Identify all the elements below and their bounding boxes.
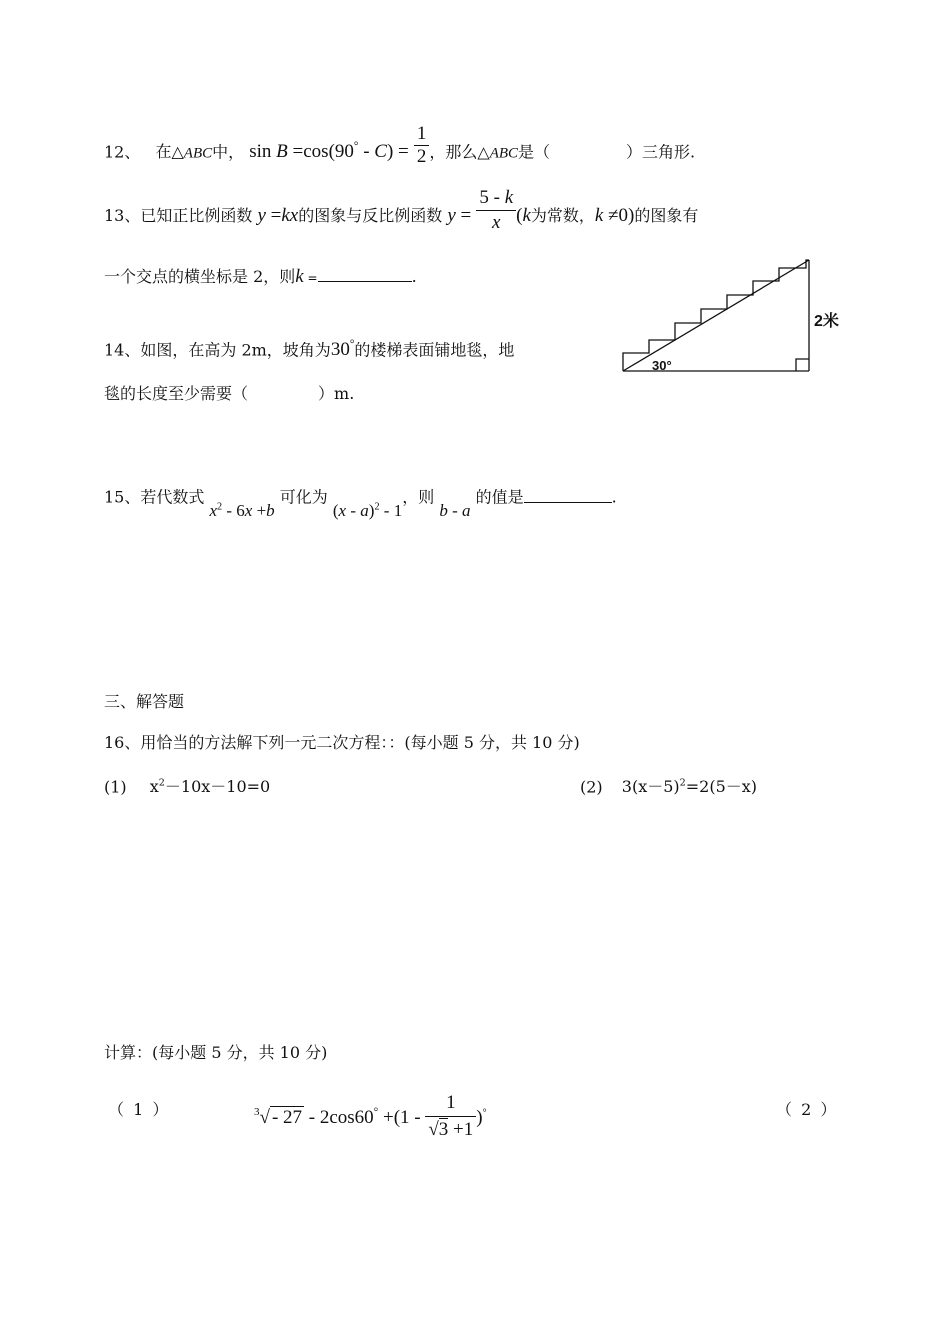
q15-answer-blank bbox=[524, 486, 612, 503]
q16-part-1-label: (1) bbox=[104, 777, 127, 797]
right-angle-mark bbox=[796, 359, 809, 371]
calc-part-2-label: （ 2 ） bbox=[776, 1100, 839, 1119]
q15-text-then: ，则 bbox=[402, 487, 435, 507]
q12-text-tail: 是（ bbox=[518, 142, 551, 162]
q14-angle: 30° bbox=[330, 339, 355, 361]
calc-close-paren: ) bbox=[476, 1106, 483, 1128]
section-3-title: 三、解答题 bbox=[104, 692, 185, 711]
cube-root-index: 3 bbox=[254, 1105, 260, 1118]
q16-part-2 bbox=[580, 772, 757, 799]
q13-condition: (k bbox=[516, 205, 531, 226]
q12-triangle-abc: ABC bbox=[183, 145, 213, 162]
q13-formula-2: y = bbox=[447, 205, 472, 226]
calc-term-cos: - 2cos60° bbox=[304, 1106, 379, 1128]
q13-const: 为常数， bbox=[530, 206, 595, 225]
q15-text-pre: 15、若代数式 bbox=[104, 487, 205, 507]
staircase-figure bbox=[618, 256, 854, 376]
q12-fraction: $\frac{1}{2}$ bbox=[414, 123, 430, 168]
q12-triangle-abc-2: ABC bbox=[489, 145, 519, 162]
q12-text-end: ）三角形. bbox=[626, 142, 696, 162]
angle-label: 30° bbox=[652, 358, 672, 373]
q13-period: . bbox=[411, 267, 417, 286]
q12-text-after: ，那么△ bbox=[429, 142, 490, 162]
q12-formula: sin B =cos(90° - C) = bbox=[249, 141, 409, 163]
q13-fraction: $\frac{5 - k}{x}$ bbox=[476, 186, 516, 235]
q13-text-end: 的图象有 bbox=[634, 206, 699, 225]
q13-text-mid: 的图象与反比例函数 bbox=[298, 206, 443, 225]
calc-part-1-label: （ 1 ） bbox=[108, 1100, 171, 1119]
height-label: 2米 bbox=[814, 313, 839, 330]
q13-formula-1: y =kx bbox=[257, 205, 299, 226]
question-14 bbox=[104, 330, 514, 360]
q15-period: . bbox=[611, 487, 617, 507]
q12-number: 12、 bbox=[104, 142, 141, 162]
q12-text-mid: 中， bbox=[212, 142, 245, 162]
q14-line2-b: ）m. bbox=[318, 384, 355, 403]
carpet-hypotenuse bbox=[623, 260, 809, 371]
q13-answer-blank bbox=[318, 267, 412, 282]
calc-part-1-expression bbox=[254, 1094, 487, 1154]
calc-fraction: $\frac{1}{√3 +1}$ bbox=[425, 1090, 476, 1143]
q13-k: k bbox=[295, 266, 304, 287]
question-15 bbox=[104, 480, 617, 520]
question-12 bbox=[104, 123, 696, 168]
calc-term-paren: +(1 - bbox=[378, 1106, 421, 1128]
q15-expression-2: (x - a)$^2$ - 1 bbox=[332, 500, 403, 520]
q16-part-1-equation: $x^2-10x-10=0$ bbox=[149, 777, 271, 797]
q13-condition-2: k ≠0) bbox=[594, 205, 635, 226]
q16-part-2-equation: $3(x-5)^2=2(5-x)$ bbox=[621, 777, 758, 797]
q16-part-1 bbox=[104, 772, 270, 799]
q14-line2-a: 毯的长度至少需要（ bbox=[104, 384, 249, 403]
q13-text-pre: 13、已知正比例函数 bbox=[104, 206, 253, 225]
cube-root-radicand: - 27 bbox=[271, 1106, 303, 1128]
q15-text-end: 的值是 bbox=[475, 487, 524, 507]
question-13-line-2 bbox=[104, 262, 417, 292]
question-16: 16、用恰当的方法解下列一元二次方程：：(每小题 5 分，共 10 分) bbox=[104, 733, 580, 752]
q12-text-pre: 在△ bbox=[155, 142, 184, 162]
q15-text-mid: 可化为 bbox=[279, 487, 328, 507]
calc-title: 计算：(每小题 5 分，共 10 分) bbox=[104, 1043, 328, 1062]
cube-root-radical-sign: √ bbox=[259, 1106, 270, 1128]
q13-line2-text: 一个交点的横坐标是 2，则 bbox=[104, 267, 296, 286]
q14-text-b: 的楼梯表面铺地毯，地 bbox=[354, 340, 515, 360]
q16-part-2-label: (2) bbox=[580, 777, 603, 797]
q15-expression-1: $x^2 - 6x +b$ bbox=[209, 500, 275, 520]
question-14-line-2 bbox=[104, 379, 354, 409]
q13-equals: = bbox=[303, 271, 318, 285]
question-13 bbox=[104, 187, 699, 233]
q15-expression-3: b - a bbox=[439, 500, 471, 520]
q14-text-a: 14、如图，在高为 2m，坡角为 bbox=[104, 340, 331, 360]
calc-exponent: ° bbox=[482, 1107, 487, 1119]
